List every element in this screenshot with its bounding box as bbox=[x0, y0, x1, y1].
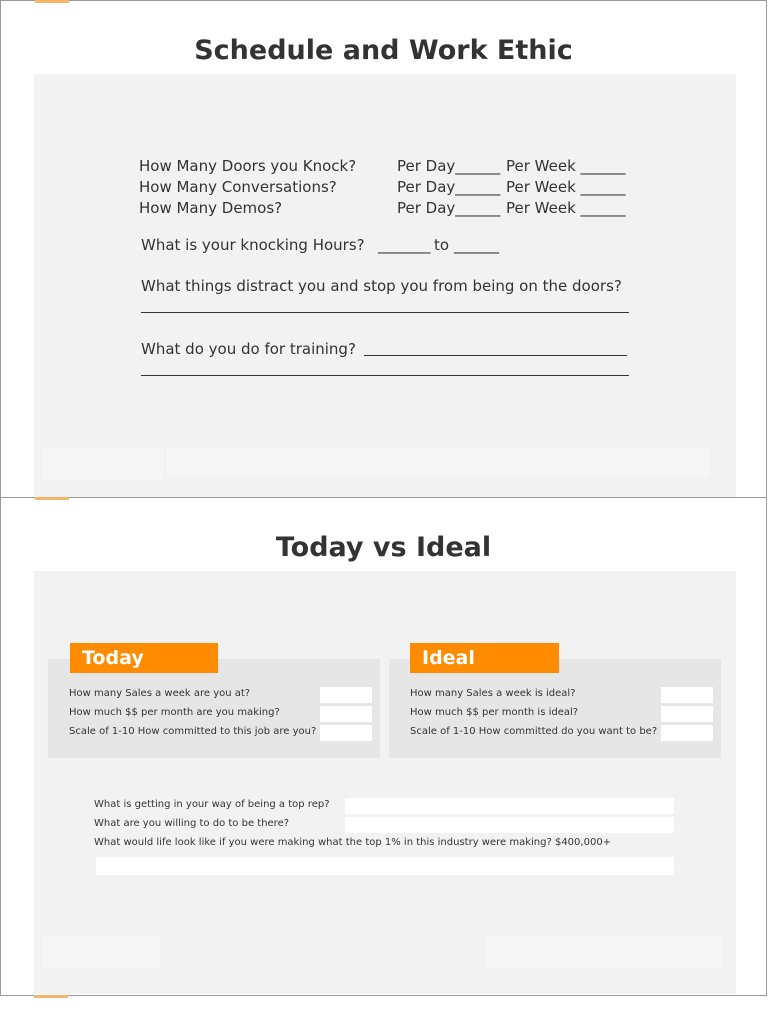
today-question: How many Sales a week are you at? bbox=[69, 688, 251, 699]
ideal-tag: Ideal bbox=[410, 643, 559, 673]
per-day-demos: Per Day______ bbox=[397, 199, 501, 217]
answer-line bbox=[141, 312, 629, 313]
ideal-question: How much $$ per month is ideal? bbox=[410, 707, 579, 718]
ideal-answer-field[interactable] bbox=[661, 687, 713, 703]
question-conversations: How Many Conversations? bbox=[139, 178, 337, 196]
footer-placeholder bbox=[166, 447, 709, 477]
question-doors: How Many Doors you Knock? bbox=[139, 157, 357, 175]
today-question: How much $$ per month are you making? bbox=[69, 707, 280, 718]
today-answer-field[interactable] bbox=[320, 687, 372, 703]
bottom-question: What is getting in your way of being a top rep? bbox=[94, 799, 330, 810]
today-answer-field[interactable] bbox=[320, 725, 372, 741]
per-day-conversations: Per Day______ bbox=[397, 178, 501, 196]
accent-mark bbox=[35, 0, 69, 3]
slide-title: Schedule and Work Ethic bbox=[194, 35, 573, 66]
footer-placeholder bbox=[42, 447, 164, 481]
footer-placeholder bbox=[486, 935, 722, 967]
content-panel bbox=[34, 571, 736, 994]
bottom-question: What are you willing to do to be there? bbox=[94, 818, 290, 829]
per-day-doors: Per Day______ bbox=[397, 157, 501, 175]
accent-mark bbox=[34, 995, 68, 998]
hours-to: to bbox=[434, 236, 450, 254]
hours-blank-start: _______ bbox=[378, 236, 431, 254]
answer-line bbox=[141, 375, 629, 376]
hours-blank-end: ______ bbox=[454, 236, 499, 254]
slide-today-vs-ideal bbox=[0, 497, 767, 996]
ideal-question: How many Sales a week is ideal? bbox=[410, 688, 576, 699]
ideal-answer-field[interactable] bbox=[661, 725, 713, 741]
bottom-answer-field[interactable] bbox=[345, 817, 674, 833]
per-week-demos: Per Week ______ bbox=[506, 199, 626, 217]
content-panel bbox=[34, 74, 736, 498]
distract-question: What things distract you and stop you from being on the doors? bbox=[141, 277, 622, 295]
training-question: What do you do for training? bbox=[141, 340, 356, 358]
per-week-doors: Per Week ______ bbox=[506, 157, 626, 175]
today-answer-field[interactable] bbox=[320, 706, 372, 722]
bottom-answer-field[interactable] bbox=[96, 857, 674, 875]
bottom-question: What would life look like if you were making what the top 1% in this industry were making? $400,000+ bbox=[94, 837, 612, 848]
footer-placeholder bbox=[42, 935, 160, 967]
today-question: Scale of 1-10 How committed to this job are you? bbox=[69, 726, 317, 737]
question-demos: How Many Demos? bbox=[139, 199, 283, 217]
accent-mark bbox=[35, 497, 69, 500]
hours-label: What is your knocking Hours? bbox=[141, 236, 365, 254]
ideal-question: Scale of 1-10 How committed do you want to be? bbox=[410, 726, 658, 737]
per-week-conversations: Per Week ______ bbox=[506, 178, 626, 196]
ideal-answer-field[interactable] bbox=[661, 706, 713, 722]
bottom-answer-field[interactable] bbox=[345, 798, 674, 814]
slide-title: Today vs Ideal bbox=[275, 532, 492, 563]
slide-schedule bbox=[0, 0, 767, 498]
today-tag: Today bbox=[70, 643, 218, 673]
answer-line bbox=[364, 355, 627, 356]
